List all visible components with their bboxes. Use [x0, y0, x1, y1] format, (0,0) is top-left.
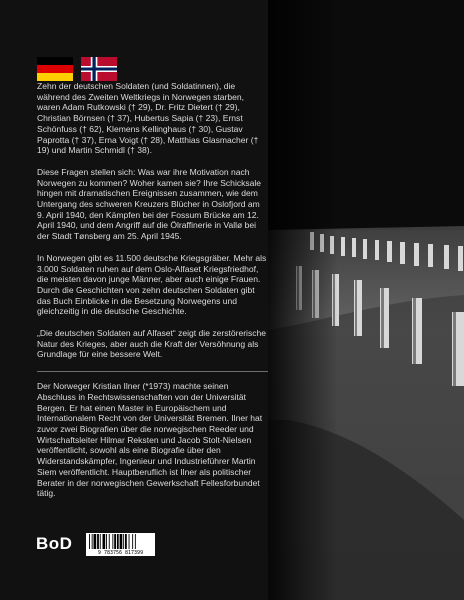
isbn-barcode: [86, 533, 155, 556]
blurb: [37, 81, 269, 510]
barcode-bars-icon: [86, 533, 155, 550]
cemetery-photo: [268, 0, 464, 600]
paragraph-questions: Diese Fragen stellen sich: Was war ihre Motivation nach Norwegen zu kommen? Woher kamen sie? Ihre Schicksale hingen mit dramatischen Ereignissen zusammen, wie dem Untergang des schweren Kreuzers Blücher in Oslofjord am 9. April 1940, den Kämpfen bei der Fossum Brücke am 12. April 1940, und dem Angriff auf die Ölraffinerie in Vallø bei der Stadt Tønsberg am 25. April 1945.: [37, 166, 262, 242]
paragraph-conclusion: „Die deutschen Soldaten auf Alfaset“ zeigt die zerstörerische Natur des Krieges, aber auch die Kraft der Versöhnung als Grundlage für eine bessere Welt.: [37, 328, 266, 360]
divider: [37, 371, 269, 372]
isbn-number: 9 783756 817399: [86, 550, 155, 556]
language-flags: [37, 57, 117, 81]
norway-flag-icon: [81, 57, 117, 81]
paragraph-soldiers: Zehn der deutschen Soldaten (und Soldatinnen), die während des Zweiten Weltkriegs in Norwegen starben, waren Adam Rutkowski († 29), Dr. Fritz Dietert († 29), Christian Börnsen († 37), Hubertus Sapia († 23), Ernst Schönfuss († 62), Klemens Kellinghaus († 30), Gustav Paprotta († 37), Erna Voigt († 28), Matthias Glasmacher († 19) und Martin Schmidl († 38).: [37, 81, 259, 156]
paragraph-war-graves: In Norwegen gibt es 11.500 deutsche Kriegsgräber. Mehr als 3.000 Soldaten ruhen auf dem Oslo-Alfaset Kriegsfriedhof, die meisten davon junge Männer, aber auch einige Frauen. Durch die Geschichten von zehn deutschen Soldaten gibt das Buch Einblicke in die Besetzung Norwegens und gleichzeitig in die deutsche Geschichte.: [37, 252, 267, 317]
author-bio: Der Norweger Kristian Ilner (*1973) machte seinen Abschluss in Rechtswissenschaften von der Universität Bergen. Er hat einen Master in Europäischem und Internationalem Recht von der Universität Bremen. Ilner hat zuvor zwei Biografien über die norwegischen Reeder und Wirtschaftsleiter Hilmar Reksten und Jacob Stolt-Nielsen veröffentlicht, sowohl als eine Biografie über den Widerstandskämpfer, Ingenieur und Industrieführer Martin Siem veröffentlicht. Hauptberuflich ist Ilner als politischer Berater in der norwegischen Gewerkschaft Fellesforbundet tätig.: [37, 381, 263, 499]
publisher-logo: BoD: [36, 534, 73, 553]
germany-flag-icon: [37, 57, 73, 81]
